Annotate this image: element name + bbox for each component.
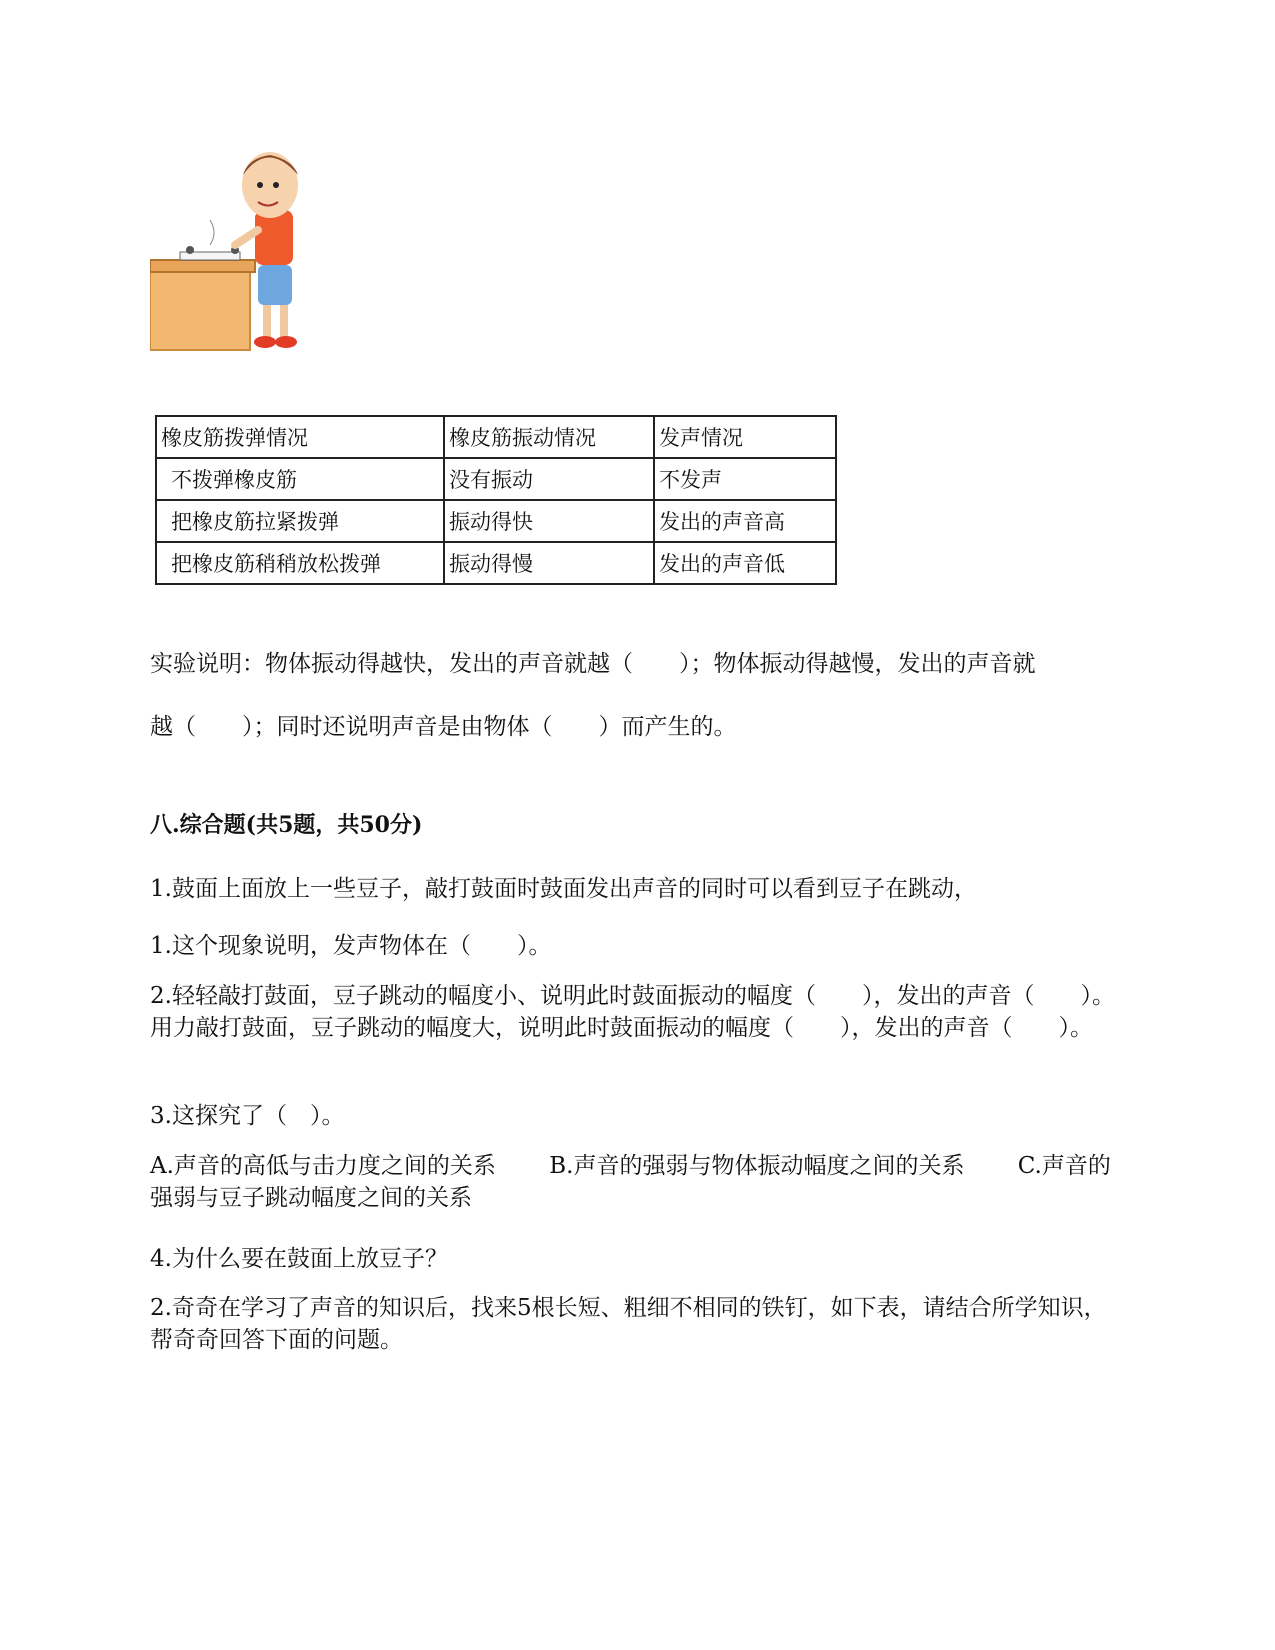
table-cell: 没有振动 [444, 458, 654, 500]
table-header-cell: 发声情况 [654, 416, 836, 458]
table-cell: 振动得慢 [444, 542, 654, 584]
question-1-part-4: 4.为什么要在鼓面上放豆子？ [150, 1246, 448, 1272]
vibration-table [155, 415, 837, 585]
table-cell: 把橡皮筋稍稍放松拨弹 [156, 542, 444, 584]
explanation-line-2: 越（ ）；同时还说明声音是由物体（ ）而产生的。 [150, 714, 737, 740]
table-cell: 不拨弹橡皮筋 [156, 458, 444, 500]
table-cell: 发出的声音高 [654, 500, 836, 542]
table-row [156, 500, 836, 542]
question-1-part-2: 2.轻轻敲打鼓面，豆子跳动的幅度小、说明此时鼓面振动的幅度（ ），发出的声音（ ）。用力敲打鼓面，豆子跳动的幅度大，说明此时鼓面振动的幅度（ ），发出的声音（ ）。 [150, 983, 1115, 1041]
question-2-intro: 2.奇奇在学习了声音的知识后，找来5根长短、粗细不相同的铁钉，如下表，请结合所学知识，帮奇奇回答下面的问题。 [150, 1295, 1107, 1353]
table-row [156, 542, 836, 584]
table-cell: 发出的声音低 [654, 542, 836, 584]
question-1-part-1: 1.这个现象说明，发声物体在（ ）。 [150, 933, 552, 959]
question-1-intro: 1.鼓面上面放上一些豆子，敲打鼓面时鼓面发出声音的同时可以看到豆子在跳动， [150, 876, 977, 902]
explanation-line-1: 实验说明：物体振动得越快，发出的声音就越（ ）；物体振动得越慢，发出的声音就 [150, 651, 1036, 677]
boy-plucking-rubber-band-illustration [150, 150, 310, 355]
table-header-cell: 橡皮筋拨弹情况 [156, 416, 444, 458]
table-cell: 振动得快 [444, 500, 654, 542]
table-cell: 把橡皮筋拉紧拨弹 [156, 500, 444, 542]
table-row [156, 458, 836, 500]
question-1-part-3: 3.这探究了（ ）。 [150, 1103, 345, 1129]
table-header-cell: 橡皮筋振动情况 [444, 416, 654, 458]
section-title: 八.综合题(共5题，共50分) [150, 812, 423, 838]
table-cell: 不发声 [654, 458, 836, 500]
table-header-row [156, 416, 836, 458]
question-1-part-3-options: A.声音的高低与击力度之间的关系 B.声音的强弱与物体振动幅度之间的关系 C.声音的强弱与豆子跳动幅度之间的关系 [150, 1153, 1111, 1211]
